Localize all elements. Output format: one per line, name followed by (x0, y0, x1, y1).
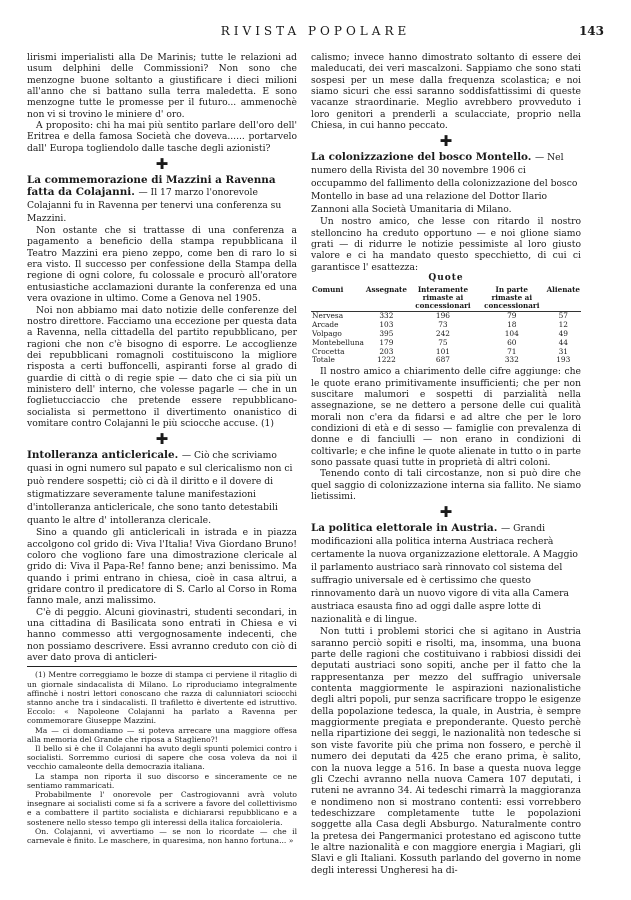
table-cell: Totale (312, 355, 335, 365)
table-cell: 73 (438, 320, 448, 330)
paragraph: lirismi imperialisti alla De Marinis; tutte le relazioni ad usum delphini delle Commissioni? Non sono che menzogne buone soltanto a giustificare i dieci milioni all'anno che si battano sulla terra maledetta. E sono menzogne tutte le promesse per il futuro... ammenochè non vi si trovino le miniere d' oro. (27, 52, 297, 120)
section-lead: — Il 17 marzo l'onorevole Colajanni fu in Ravenna per tenervi una conferenza su Mazzini. (27, 187, 282, 225)
table-cell: 203 (379, 346, 394, 356)
table-cell: 60 (507, 337, 517, 347)
paragraph: calismo; invece hanno dimostrato soltanto di essere dei maleducati, dei veri mascalzoni. Sappiamo che sono stati sospesi per un mese dalla frequenza scolastica; e noi siamo sicuri che essi saranno soddisfattissimi di queste vacanze straordinarie. Meglio avrebbero provveduto i loro genitori a prenderli a sculacciate, proprio nella Chiesa, in cui hanno peccato. (311, 52, 581, 132)
paragraph: A proposito: chi ha mai più sentito parlare dell'oro dell' Eritrea e della famosa Società che doveva...... portarvelo dall' Europa togliendolo dalle tasche degli azionisti? (27, 120, 297, 154)
right-column (311, 52, 581, 876)
table-cell: 193 (556, 355, 571, 365)
table-cell: Crocetta (312, 346, 345, 356)
footnote: (1) Mentre correggiamo le bozze di stampa ci perviene il ritaglio di un giornale sindacalista di Milano. Lo riproduciamo integralmente affinchè i nostri lettori conoscano che razza di calunniatori sciocchi stanno anche tra i sindacalisti. Il trafiletto è divertente ed istruttivo. Eccolo: « Napoleone Colajanni ha parlato a Ravenna per commemorare Giuseppe Mazzini. (27, 670, 297, 726)
table-cell: 75 (438, 337, 448, 347)
section-mazzini (27, 174, 297, 225)
paragraph: Non ostante che si trattasse di una conferenza a pagamento a beneficio della stampa repubblicana il Teatro Mazzini era pieno zeppo, come ben di raro lo si era visto. Il successo per confessione della Stampa della regione di ogni colore, fu colossale e procurò all'oratore entusiastiche acclamazioni durante la conferenza ed una vera ovazione in ultimo. Come a Genova nel 1905. (27, 225, 297, 305)
footnote: Ma — ci domandiamo — si poteva arrecare una maggiore offesa alla memoria del Grande che riposa a Staglieno?! (27, 725, 297, 744)
table-title: Quote (428, 273, 464, 284)
table-cell: 31 (558, 346, 568, 356)
table-cell: Nervesa (312, 311, 344, 321)
paragraph: Tenendo conto di tali circostanze, non si può dire che quel saggio di colonizzazione interna sia fallito. Ne siamo lietissimi. (311, 468, 581, 503)
column-header: Comuni (312, 285, 344, 295)
paragraph: Sino a quando gli anticlericali in istrada e in piazza accolgono col grido di: Viva l'Italia! Viva Giordano Bruno! coloro che vogliono fare una dimostrazione clericale al grido di: Viva il Papa-Re! fanno bene; anzi benissimo. Ma quando i primi entrano in chiesa, cioè in casa altrui, a gridare contro il predicatore di S. Carlo al Corso in Roma fanno male, anzi malissimo. (27, 527, 297, 607)
column-header: Alienate (546, 285, 580, 295)
footnotes (27, 670, 297, 845)
section-austria (311, 522, 581, 626)
paragraph: Noi non abbiamo mai dato notizie delle conferenze del nostro direttore. Facciamo una eccezione per questa data a Ravenna, nella cittadella del partito repubblicano, per ragioni che non c'è bisogno di esporre. Le accoglienze dei repubblicani romagnoli costituiscono la migliore risposta a certi buffoncelli, aspiranti forse al grado di guardie di città o di regie spie — dato che ci sia più un ministero dell' interno, che volesse pagarle — che in un foglietucciaccio che pretende essere repubblicano-socialista si permettono il divertimento onanistico di vomitare contro Colajanni le più sciocche accuse. (1) (27, 304, 297, 429)
section-lead: — Grandi modificazioni alla politica interna Austriaca recherà certamente la nuova organizzazione elettorale. A Maggio il parlamento austriaco sarà rinnovato col sistema del suffragio universale ed è certissimo che questo rinnovamento darà un nuovo vigore di vita alla Camera austriaca esausta fino ad oggi dalle aspre lotte di nazionalità e di lingue. (311, 523, 578, 626)
paragraph: C'è di peggio. Alcuni giovinastri, studenti secondari, in una cittadina di Basilicata sono entrati in Chiesa e vi hanno commesso atti vergognosamente indecenti, che non possiamo descrivere. Essi avranno creduto con ciò di aver dato prova di anticleri- (27, 606, 297, 664)
paragraph: Non tutti i problemi storici che si agitano in Austria saranno perciò sopiti e risolti, ma, insomma, una buona parte delle ragioni che costituivano i rabbiosi dissidi dei deputati austriaci sono sopiti, anche per il fatto che la rappresentanza per mezzo del suffragio universale contenta maggiormente le aspirazioni nazionalistiche degli altri popoli, pur senza sacrificare troppo le esigenze della popolazione tedesca, la quale, in Austria, è sempre maggiormente pregiata e preponderante. Questo perchè nella ripartizione dei seggi, le nazionalità non tedesche si son viste favorite più che prima non fossero, e perchè il numero dei deputati da 425 che erano prima, è salito, con la nuova legge a 516. In base a questa nuova legge gli Czechi avranno nella nuova Camera 107 deputati, i ruteni ne avranno 34. Ai tedeschi rimarrà la maggioranza e nondimeno non si mostrano contenti: essi vorrebbero tedeschizzare completamente tutte le popolazioni soggette alla Casa degli Absburgo. Naturalmente contro la pretesa dei Pangermanici protestano ed agiscono tutte le altre nazionalità e con maggiore energia i Magiari, gli Slavi e gli Italiani. Kossuth parlando del governo in nome degli interessi Ungheresi ha di- (311, 626, 581, 876)
table-cell: 687 (435, 355, 450, 365)
table-cell: 104 (504, 329, 519, 339)
table-cell: 18 (507, 320, 517, 330)
table-cell: 71 (507, 346, 517, 356)
table-cell: 242 (435, 329, 450, 339)
page-number: 143 (578, 24, 604, 38)
table-cell: 196 (435, 311, 450, 321)
column-header: Interamente rimaste ai concessionari (415, 285, 471, 311)
cross-ornament-icon: ✚ (155, 155, 169, 174)
section-title: La commemorazione di Mazzini a Ravenna fatta da Colajanni. (27, 174, 276, 199)
section-intolleranza (27, 449, 297, 527)
footnote: Probabilmente l' onorevole per Castrogiovanni avrà voluto insegnare ai socialisti come si fa a scrivere a favore del collettivismo e a combattere il partito socialista e dichiararsi repubblicano e a sostenere nello stesso tempo gli interessi della italica forcaioleria. (27, 790, 297, 827)
table-cell: 332 (379, 311, 394, 321)
section-title: La colonizzazione del bosco Montello. (311, 151, 532, 164)
cross-ornament-icon: ✚ (155, 430, 169, 449)
table-cell: Volpago (312, 329, 342, 339)
table-cell: 49 (558, 329, 568, 339)
table-cell: 179 (379, 337, 394, 347)
footnote: La stampa non riporta il suo discorso e sinceramente ce ne sentiamo rammaricati. (27, 771, 297, 790)
section-title: La politica elettorale in Austria. (311, 522, 498, 535)
footnote: Il bello si è che il Colajanni ha avuto degli spunti polemici contro i socialisti. Sorremmo curiosi di sapere che cosa voleva da noi il vecchio camaleonte della democrazia italiana. (27, 744, 297, 772)
table-cell: Montebelluna (312, 337, 364, 347)
table-cell: 395 (379, 329, 394, 339)
table-cell: 332 (504, 355, 519, 365)
section-montello (311, 151, 581, 216)
table-cell: 79 (507, 311, 517, 321)
column-header: In parte rimaste ai concessionari (484, 285, 540, 311)
table-cell: 12 (558, 320, 568, 330)
table-cell: 57 (558, 311, 568, 321)
table-total-row (311, 356, 581, 365)
paragraph: Il nostro amico a chiarimento delle cifre aggiunge: che le quote erano primitivamente insufficienti; che per non suscitare malumori e sospetti di parzialità nella assegnazione, se ne dettero a persone delle cui qualità morali non c'era da fidarsi e ad altre che per le loro condizioni di età e di sesso — famiglie con prevalenza di donne e di fanciulli — non erano in condizioni di coltivarle; e che infine le quote alienate in tutto o in parte sono passate quasi tutte in proprietà di altri coloni. (311, 366, 581, 468)
paragraph: Un nostro amico, che lesse con ritardo il nostro stelloncino ha creduto opportuno — e noi glione siamo grati — di ridurre le notizie pessimiste al loro giusto valore e ci ha mandato questo specchietto, di cui ci garantisce l' esattezza: (311, 216, 581, 273)
running-title: RIVISTA POPOLARE (220, 24, 411, 38)
table-cell: 1222 (377, 355, 396, 365)
table-cell: 44 (558, 337, 568, 347)
footnote-divider (27, 666, 297, 667)
quote-table (311, 286, 581, 365)
left-column (27, 52, 297, 845)
cross-ornament-icon: ✚ (439, 503, 453, 522)
section-lead: — Nel numero della Rivista del 30 novembre 1906 ci occupammo del fallimento della colonizzazione del bosco Montello in base ad una relazione del Dottor Ilario Zannoni alla Società Umanitaria di Milano. (311, 152, 578, 216)
cross-ornament-icon: ✚ (439, 132, 453, 151)
table-cell: 103 (379, 320, 394, 330)
column-header: Assegnate (365, 285, 407, 295)
section-lead: — Ciò che scriviamo quasi in ogni numero sul papato e sul clericalismo non ci può rendere sospetti; ciò ci dà il diritto e il dovere di stigmatizzare severamente talune manifestazioni d'intolleranza anticlericale, che sono tanto detestabili quanto le altre d' intolleranza clericale. (27, 450, 293, 527)
footnote: On. Colajanni, vi avvertiamo — se non lo ricordate — che il carnevale è finito. Le maschere, in quaresima, non hanno fortuna... » (27, 826, 297, 846)
table-header-row (311, 286, 581, 310)
page-header (0, 24, 631, 40)
table-cell: Arcade (312, 320, 339, 330)
table-cell: 101 (435, 346, 450, 356)
section-title: Intolleranza anticlericale. (27, 449, 179, 462)
